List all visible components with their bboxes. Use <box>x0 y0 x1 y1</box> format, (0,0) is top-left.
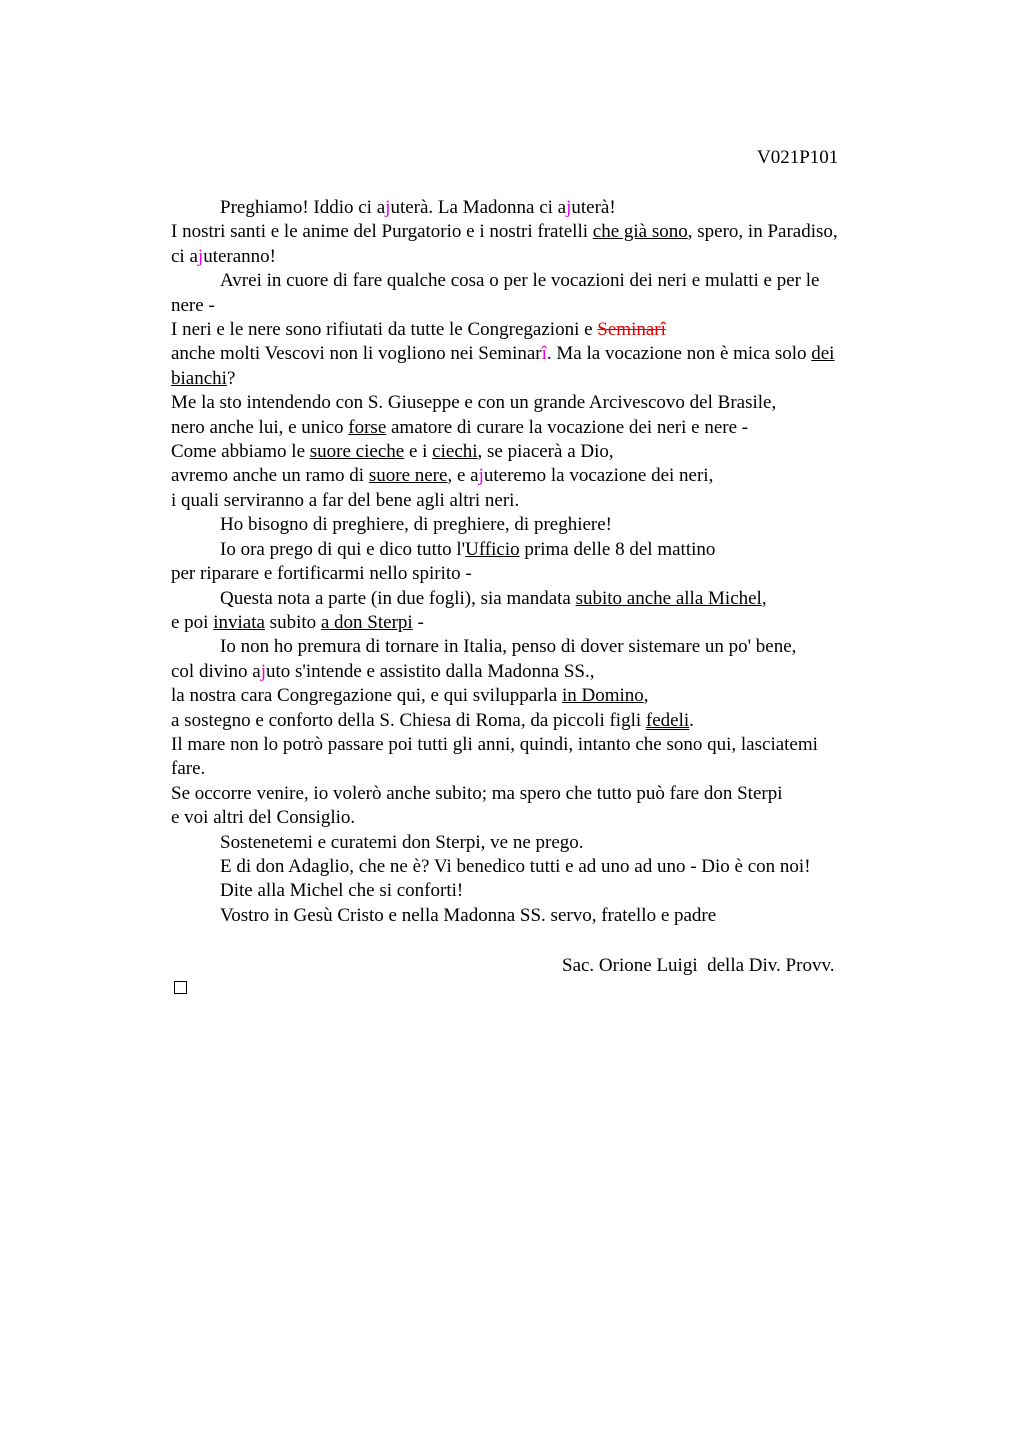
text-segment: , spero, in Paradiso, <box>687 221 838 243</box>
text-segment: , <box>761 587 767 609</box>
text-segment: nere - <box>171 294 215 316</box>
text-line <box>171 440 911 464</box>
text-segment: avremo anche un ramo di <box>171 465 369 487</box>
checkbox-square-icon <box>174 981 187 994</box>
text-line <box>171 635 911 659</box>
highlighted-letter: î <box>541 343 547 365</box>
underlined-text: in Domino <box>561 685 644 707</box>
text-line <box>171 416 911 440</box>
text-segment: uterà! <box>571 197 616 218</box>
letter-body <box>171 196 911 928</box>
text-segment: Sostenetemi e curatemi don Sterpi, ve ne prego. <box>220 831 584 853</box>
text-line <box>171 562 911 586</box>
underlined-text: dei <box>811 343 835 365</box>
underlined-text: Ufficio <box>465 538 520 560</box>
text-line <box>171 782 911 806</box>
text-segment: , <box>643 685 649 707</box>
underlined-text: ciechi <box>432 441 478 463</box>
text-line <box>171 294 911 318</box>
text-segment: ? <box>226 367 236 389</box>
text-line <box>171 391 911 415</box>
text-line <box>171 489 911 513</box>
text-segment: fare. <box>171 758 206 780</box>
text-line <box>171 806 911 830</box>
text-segment: . <box>689 709 694 731</box>
text-segment: I nostri santi e le anime del Purgatorio e i nostri fratelli <box>171 221 593 243</box>
text-segment: e poi <box>171 611 214 633</box>
text-segment: , e a <box>447 465 479 487</box>
text-line <box>171 196 911 220</box>
underlined-text: suore nere <box>368 465 448 487</box>
text-segment: Il mare non lo potrò passare poi tutti gli anni, quindi, intanto che sono qui, lasciatemi <box>171 733 818 755</box>
text-segment: uteranno! <box>203 245 276 267</box>
text-line <box>171 342 911 366</box>
text-segment: la nostra cara Congregazione qui, e qui svilupparla <box>171 685 562 707</box>
text-segment: anche molti Vescovi non li vogliono nei Seminar <box>171 343 542 365</box>
highlighted-letter: j <box>478 465 484 487</box>
text-line <box>171 855 911 879</box>
text-segment: Se occorre venire, io volerò anche subito; ma spero che tutto può fare don Sterpi <box>171 782 783 804</box>
text-segment: uto s'intende e assistito dalla Madonna SS., <box>265 660 595 682</box>
underlined-text: a don Sterpi <box>320 611 413 633</box>
text-line <box>171 831 911 855</box>
signature: Sac. Orione Luigi della Div. Provv. <box>562 955 835 976</box>
text-segment: Avrei in cuore di fare qualche cosa o per le vocazioni dei neri e mulatti e per le <box>220 270 820 292</box>
text-segment: e voi altri del Consiglio. <box>171 807 356 829</box>
text-line <box>171 611 911 635</box>
text-line <box>171 245 911 269</box>
highlighted-letter: j <box>385 197 391 218</box>
highlighted-letter: j <box>566 197 572 218</box>
text-line <box>171 538 911 562</box>
text-segment: Me la sto intendendo con S. Giuseppe e con un grande Arcivescovo del Brasile, <box>171 392 777 414</box>
text-line <box>171 709 911 733</box>
text-segment: Come abbiamo le <box>171 441 310 463</box>
underlined-text: inviata <box>213 611 265 633</box>
text-line <box>171 367 911 391</box>
text-segment: nero anche lui, e unico <box>171 416 349 438</box>
text-segment: Dite alla Michel che si conforti! <box>220 880 464 902</box>
text-segment: uteremo la vocazione dei neri, <box>483 465 714 487</box>
text-segment: . Ma la vocazione non è mica solo <box>546 343 812 365</box>
text-segment: ci a <box>171 245 198 267</box>
text-segment: amatore di curare la vocazione dei neri e nere - <box>386 416 749 438</box>
underlined-text: subito anche alla Michel <box>575 587 762 609</box>
text-line <box>171 318 911 342</box>
text-line <box>171 684 911 708</box>
text-segment: Io non ho premura di tornare in Italia, penso di dover sistemare un po' bene, <box>220 636 797 658</box>
text-segment: Vostro in Gesù Cristo e nella Madonna SS. servo, fratello e padre <box>220 904 717 926</box>
text-line <box>171 660 911 684</box>
text-segment: e i <box>404 441 433 463</box>
text-line <box>171 879 911 903</box>
text-segment: I neri e le nere sono rifiutati da tutte le Congregazioni e <box>171 319 598 341</box>
underlined-text: suore cieche <box>309 441 405 463</box>
text-line <box>171 733 911 757</box>
text-line <box>171 269 911 293</box>
text-segment: a sostegno e conforto della S. Chiesa di Roma, da piccoli figli <box>171 709 646 731</box>
text-segment: Io ora prego di qui e dico tutto l' <box>220 538 466 560</box>
text-line <box>171 464 911 488</box>
text-segment: Ho bisogno di preghiere, di preghiere, di preghiere! <box>220 514 613 536</box>
text-segment: per riparare e fortificarmi nello spirito - <box>171 563 472 585</box>
double-underlined-text: fedeli <box>645 709 690 731</box>
text-segment: Preghiamo! Iddio ci a <box>220 197 386 218</box>
highlighted-letter: j <box>260 660 266 682</box>
underlined-text: bianchi <box>171 367 227 389</box>
text-line <box>171 220 911 244</box>
text-segment: E di don Adaglio, che ne è? Vi benedico tutti e ad uno ad uno - Dio è con noi! <box>220 855 811 877</box>
underlined-text: che già sono <box>592 221 688 243</box>
text-line <box>171 757 911 781</box>
underlined-text: forse <box>348 416 387 438</box>
struck-text: Seminarî <box>597 319 666 341</box>
text-segment: subito <box>264 611 321 633</box>
text-segment: prima delle 8 del mattino <box>519 538 716 560</box>
text-segment: uterà. La Madonna ci a <box>390 197 567 218</box>
highlighted-letter: j <box>197 245 204 267</box>
text-segment: col divino a <box>171 660 261 682</box>
page-id: V021P101 <box>757 147 839 168</box>
text-line <box>171 513 911 537</box>
text-segment: - <box>412 611 424 633</box>
text-segment: i quali serviranno a far del bene agli altri neri. <box>171 489 520 511</box>
text-line <box>171 904 911 928</box>
text-segment: , se piacerà a Dio, <box>477 441 614 463</box>
text-segment: Questa nota a parte (in due fogli), sia mandata <box>220 587 576 609</box>
text-line <box>171 587 911 611</box>
